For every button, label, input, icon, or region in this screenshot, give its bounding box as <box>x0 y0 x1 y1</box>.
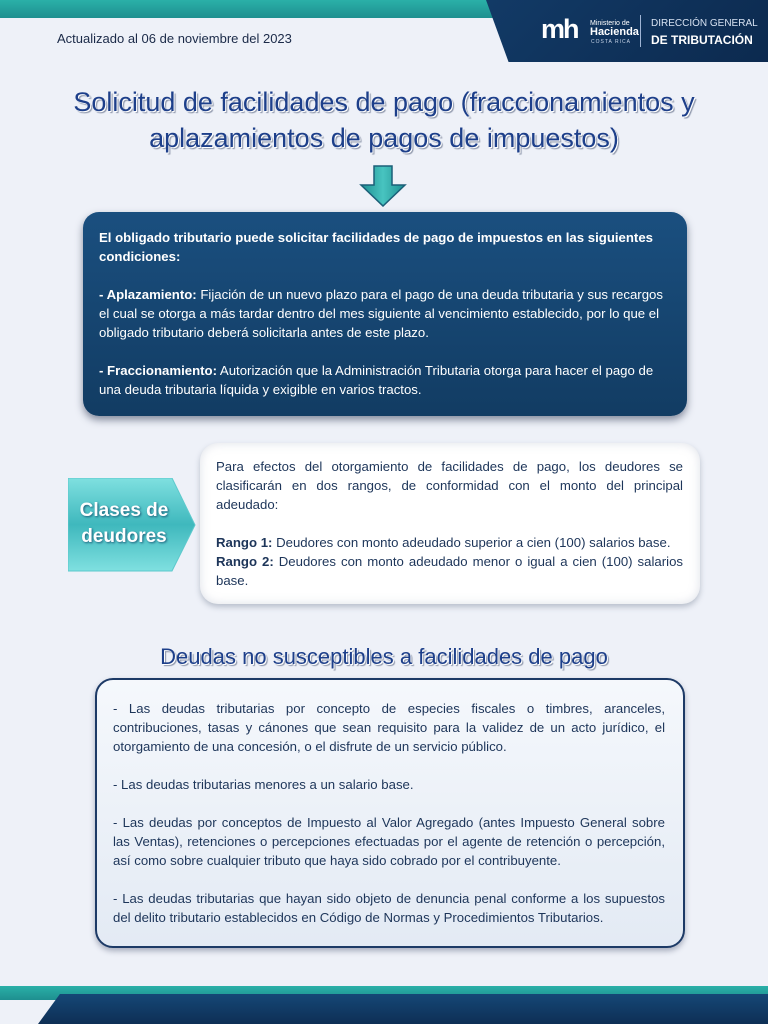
fraccionamiento-text: Autorización que la Administración Tributaria otorga para hacer el pago de una deuda tributaria líquida y exigible en varios tractos. <box>99 363 654 397</box>
non-eligible-title: Deudas no susceptibles a facilidades de pago <box>160 644 608 669</box>
logo-country-text: COSTA RICA <box>591 39 631 45</box>
clases-label <box>68 498 180 550</box>
conditions-box <box>83 212 687 416</box>
list-item: - Las deudas tributarias menores a un salario base. <box>113 777 414 792</box>
logo-ministerio-text: Ministerio de <box>590 20 630 27</box>
page-title <box>40 84 728 156</box>
directorate-line2: DE TRIBUTACIÓN <box>651 33 753 47</box>
logo-hacienda-text: Hacienda <box>590 26 639 38</box>
fraccionamiento-label: - Fraccionamiento: <box>99 363 217 378</box>
aplazamiento-text: Fijación de un nuevo plazo para el pago de una deuda tributaria y sus recargos el cual se otorga a más tardar dentro del mes siguiente al vencimiento establecido, por lo que el obligado tributario deberá solicitarla antes de este plazo. <box>99 287 663 340</box>
page-title-line2: aplazamientos de pagos de impuestos) <box>149 123 619 153</box>
directorate-line1: DIRECCIÓN GENERAL <box>651 18 758 29</box>
updated-date: Actualizado al 06 de noviembre del 2023 <box>57 31 292 46</box>
rango1-text: Deudores con monto adeudado superior a cien (100) salarios base. <box>272 535 671 550</box>
arrow-down-icon <box>359 165 407 207</box>
rango2-text: Deudores con monto adeudado menor o igual a cien (100) salarios base. <box>216 554 683 588</box>
fraccionamiento-definition <box>99 361 669 399</box>
ministry-logo-mark: mh <box>541 14 578 44</box>
aplazamiento-definition <box>99 285 669 342</box>
conditions-intro: El obligado tributario puede solicitar facilidades de pago de impuestos en las siguientes condiciones: <box>99 230 653 264</box>
list-item: - Las deudas por conceptos de Impuesto al Valor Agregado (antes Impuesto General sobre las Ventas), retenciones o percepciones efectuadas por el agente de retención o percepción, así como sobre cualquier tributo que haya sido cobrado por el contribuyente. <box>113 815 665 868</box>
non-eligible-box <box>95 678 685 948</box>
classes-box <box>200 443 700 604</box>
list-item: - Las deudas tributarias por concepto de especies fiscales o timbres, aranceles, contribuciones, tasas y cánones que sean requisito para la validez de un acto jurídico, el otorgamiento de una concesión, o el disfrute de un servicio público. <box>113 701 665 754</box>
rango2-label: Rango 2: <box>216 554 274 569</box>
list-item: - Las deudas tributarias que hayan sido objeto de denuncia penal conforme a los supuestos del delito tributario establecidos en Código de Normas y Procedimientos Tributarios. <box>113 891 665 925</box>
page-title-line1: Solicitud de facilidades de pago (fraccionamientos y <box>73 87 695 117</box>
rango1-item <box>216 533 683 552</box>
clases-label-line1: Clases de <box>79 500 169 521</box>
logo-divider <box>640 15 641 47</box>
rango2-item <box>216 552 683 590</box>
rango1-label: Rango 1: <box>216 535 273 550</box>
aplazamiento-label: - Aplazamiento: <box>99 287 197 302</box>
footer-bar <box>38 994 768 1024</box>
clases-label-line2: deudores <box>81 526 167 547</box>
classes-intro: Para efectos del otorgamiento de facilidades de pago, los deudores se clasificarán en dos rangos, de conformidad con el monto del principal adeudado: <box>216 459 683 512</box>
